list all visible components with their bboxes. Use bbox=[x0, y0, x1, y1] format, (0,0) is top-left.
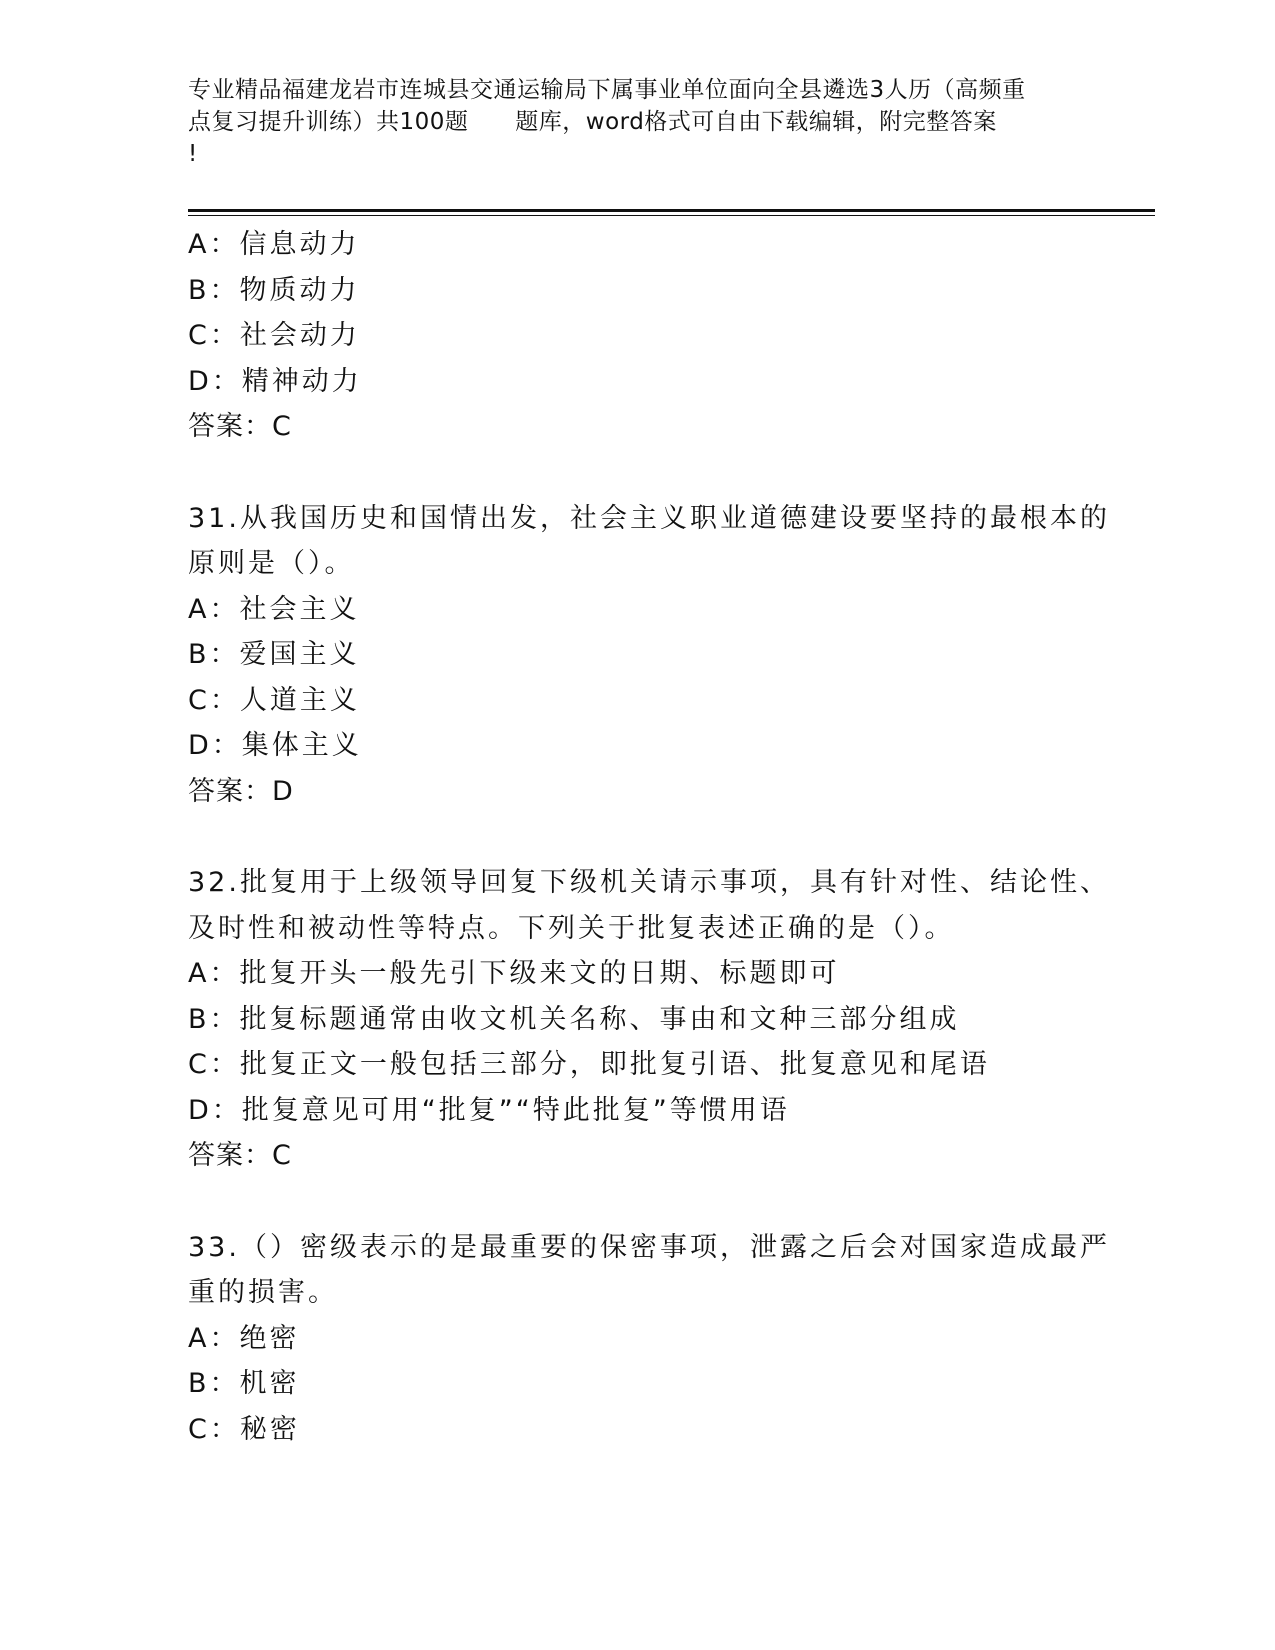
spacer bbox=[188, 1179, 1088, 1225]
header-divider-thick bbox=[188, 209, 1155, 212]
option-d: D：批复意见可用“批复”“特此批复”等惯用语 bbox=[188, 1094, 790, 1126]
header-divider-thin bbox=[188, 215, 1155, 216]
option-d: D：精神动力 bbox=[188, 365, 362, 397]
spacer bbox=[188, 814, 1088, 860]
option-b: B：物质动力 bbox=[188, 274, 360, 306]
question-stem: 32.批复用于上级领导回复下级机关请示事项，具有针对性、结论性、 bbox=[188, 867, 1110, 898]
option-c: C：社会动力 bbox=[188, 320, 360, 351]
header-title-line-3: ! bbox=[188, 141, 198, 167]
question-30 bbox=[188, 222, 1088, 450]
answer: 答案：C bbox=[188, 411, 292, 442]
option-a: A：社会主义 bbox=[188, 593, 360, 625]
option-a: A：绝密 bbox=[188, 1322, 300, 1354]
question-stem: 33.（）密级表示的是最重要的保密事项，泄露之后会对国家造成最严 bbox=[188, 1231, 1110, 1263]
option-b: B：批复标题通常由收文机关名称、事由和文种三部分组成 bbox=[188, 1003, 960, 1035]
option-c: C：人道主义 bbox=[188, 684, 360, 716]
question-31 bbox=[188, 496, 1110, 815]
question-stem: 31.从我国历史和国情出发，社会主义职业道德建设要坚持的最根本的 bbox=[188, 502, 1110, 534]
header-title-line-2: 点复习提升训练）共100题 题库，word格式可自由下载编辑，附完整答案 bbox=[188, 109, 997, 135]
question-stem-cont: 及时性和被动性等特点。下列关于批复表述正确的是（）。 bbox=[188, 912, 955, 944]
option-b: B：爱国主义 bbox=[188, 639, 360, 670]
option-c: C：秘密 bbox=[188, 1413, 300, 1445]
spacer bbox=[188, 450, 1088, 496]
question-32 bbox=[188, 860, 1110, 1179]
question-list bbox=[188, 222, 1110, 1452]
question-33 bbox=[188, 1225, 1110, 1453]
option-c: C：批复正文一般包括三部分，即批复引语、批复意见和尾语 bbox=[188, 1049, 990, 1080]
document-header bbox=[188, 74, 1088, 170]
option-d: D：集体主义 bbox=[188, 730, 362, 761]
answer: 答案：C bbox=[188, 1140, 292, 1171]
question-stem-cont: 原则是（）。 bbox=[188, 548, 355, 579]
answer: 答案：D bbox=[188, 775, 294, 807]
header-title-line-1: 专业精品福建龙岩市连城县交通运输局下属事业单位面向全县遴选3人历（高频重 bbox=[188, 77, 1026, 103]
option-b: B：机密 bbox=[188, 1368, 300, 1399]
question-stem-cont: 重的损害。 bbox=[188, 1277, 338, 1308]
option-a: A：信息动力 bbox=[188, 229, 360, 260]
option-a: A：批复开头一般先引下级来文的日期、标题即可 bbox=[188, 958, 840, 989]
